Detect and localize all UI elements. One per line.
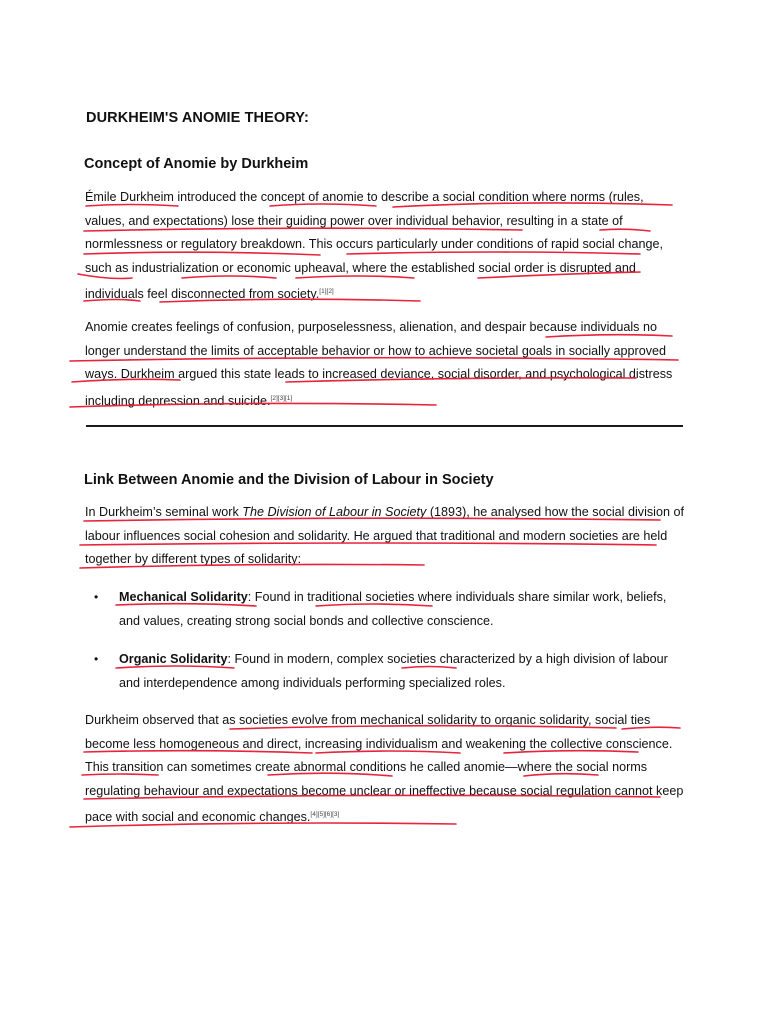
section-divider — [86, 425, 683, 427]
citation-refs[interactable]: [1][2] — [319, 288, 334, 295]
paragraph-text: Durkheim observed that as societies evolve from mechanical solidarity to organic solidarity, social ties become less homogeneous and direct, increasing individualism and weakening the collective conscience. This transition can sometimes create abnormal conditions he called anomie—where the social norms regulating behaviour and expectations become unclear or ineffective because social regulation cannot keep pace with social and economic changes. — [85, 713, 684, 825]
term-description: : Found in modern, complex societies characterized by a high division of labour and interdependence among individuals performing specialized roles. — [119, 652, 668, 690]
paragraph-anomie-effects — [85, 316, 685, 413]
intro-text-after: (1893), he analysed how the social division of labour influences social cohesion and solidarity. He argued that traditional and modern societies are held together by different types of solidarity: — [85, 505, 684, 566]
paragraph-text: Anomie creates feelings of confusion, purposelessness, alienation, and despair because individuals no longer understand the limits of acceptable behavior or how to achieve societal goals in socially approved ways. Durkheim argued this state leads to increased deviance, social disorder, and psychological distress including depression and suicide. — [85, 320, 673, 408]
document-title: DURKHEIM'S ANOMIE THEORY: — [86, 110, 309, 126]
paragraph-anomie-definition — [85, 186, 685, 307]
section-heading-division-of-labour: Link Between Anomie and the Division of Labour in Society — [84, 472, 494, 488]
intro-text-before: In Durkheim’s seminal work — [85, 505, 243, 519]
term-organic-solidarity: Organic Solidarity — [119, 652, 228, 666]
paragraph-text: Émile Durkheim introduced the concept of anomie to describe a social condition where norms (rules, values, and expectations) lose their guiding power over individual behavior, resulting in a state of normlessness or regulatory breakdown. This occurs particularly under conditions of rapid social change, such as industrialization or economic upheaval, where the established social order is disrupted and individuals feel disconnected from society. — [85, 190, 663, 302]
term-description: : Found in traditional societies where individuals share similar work, beliefs, and values, creating strong social bonds and collective conscience. — [119, 590, 667, 628]
bullet-icon: • — [94, 652, 99, 666]
list-item — [94, 585, 684, 633]
bullet-list-organic — [94, 647, 684, 695]
section-heading-concept: Concept of Anomie by Durkheim — [84, 156, 309, 172]
citation-refs[interactable]: [4][5][6][3] — [310, 811, 340, 818]
bullet-list-mechanical — [94, 585, 684, 633]
paragraph-division-of-labour-intro — [85, 501, 685, 572]
book-title: The Division of Labour in Society — [242, 505, 427, 519]
paragraph-anomie-transition — [85, 709, 685, 830]
citation-refs[interactable]: [2][3][1] — [270, 394, 293, 402]
list-item — [94, 647, 684, 695]
bullet-icon: • — [94, 590, 99, 604]
term-mechanical-solidarity: Mechanical Solidarity — [119, 590, 248, 604]
